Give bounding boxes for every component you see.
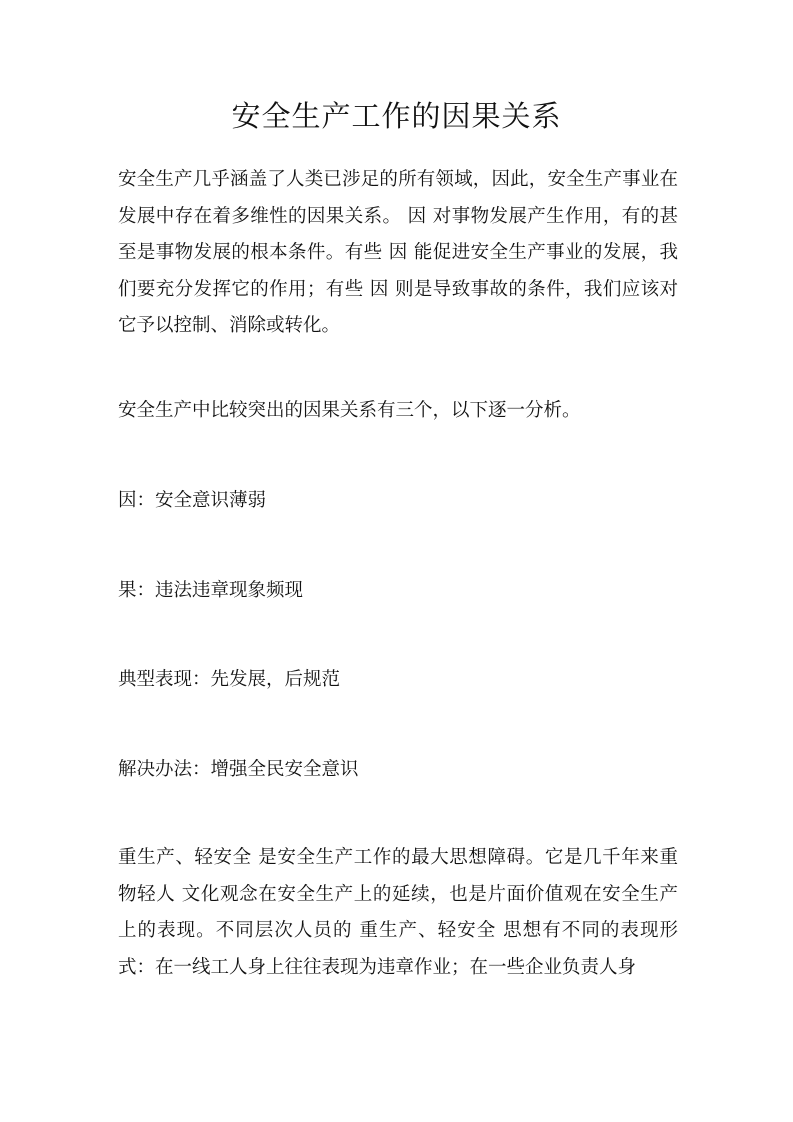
document-title: 安全生产工作的因果关系: [231, 99, 562, 133]
paragraph-cause: 因：安全意识薄弱: [118, 490, 267, 511]
paragraph-effect: 果：违法违章现象频现: [118, 580, 304, 601]
paragraph-overview: 安全生产中比较突出的因果关系有三个，以下逐一分析。: [118, 400, 581, 421]
paragraph-typical-manifestation: 典型表现：先发展，后规范: [118, 669, 341, 690]
paragraph-intro: 安全生产几乎涵盖了人类已涉足的所有领域，因此，安全生产事业在发展中存在着多维性的因果关系。 因 对事物发展产生作用，有的甚至是事物发展的根本条件。有些 因 能促进安全生产事业的发展，我们要充分发挥它的作用；有些 因 则是导致事故的条件，我们应该对它予以控制、消除或转化。: [118, 169, 678, 336]
paragraph-analysis: 重生产、轻安全 是安全生产工作的最大思想障碍。它是几千年来重物轻人 文化观念在安全生产上的延续，也是片面价值观在安全生产上的表现。不同层次人员的 重生产、轻安全 思想有不同的表现形式：在一线工人身上往往表现为违章作业；在一些企业负责人身: [118, 847, 678, 978]
paragraph-solution: 解决办法：增强全民安全意识: [118, 759, 359, 780]
